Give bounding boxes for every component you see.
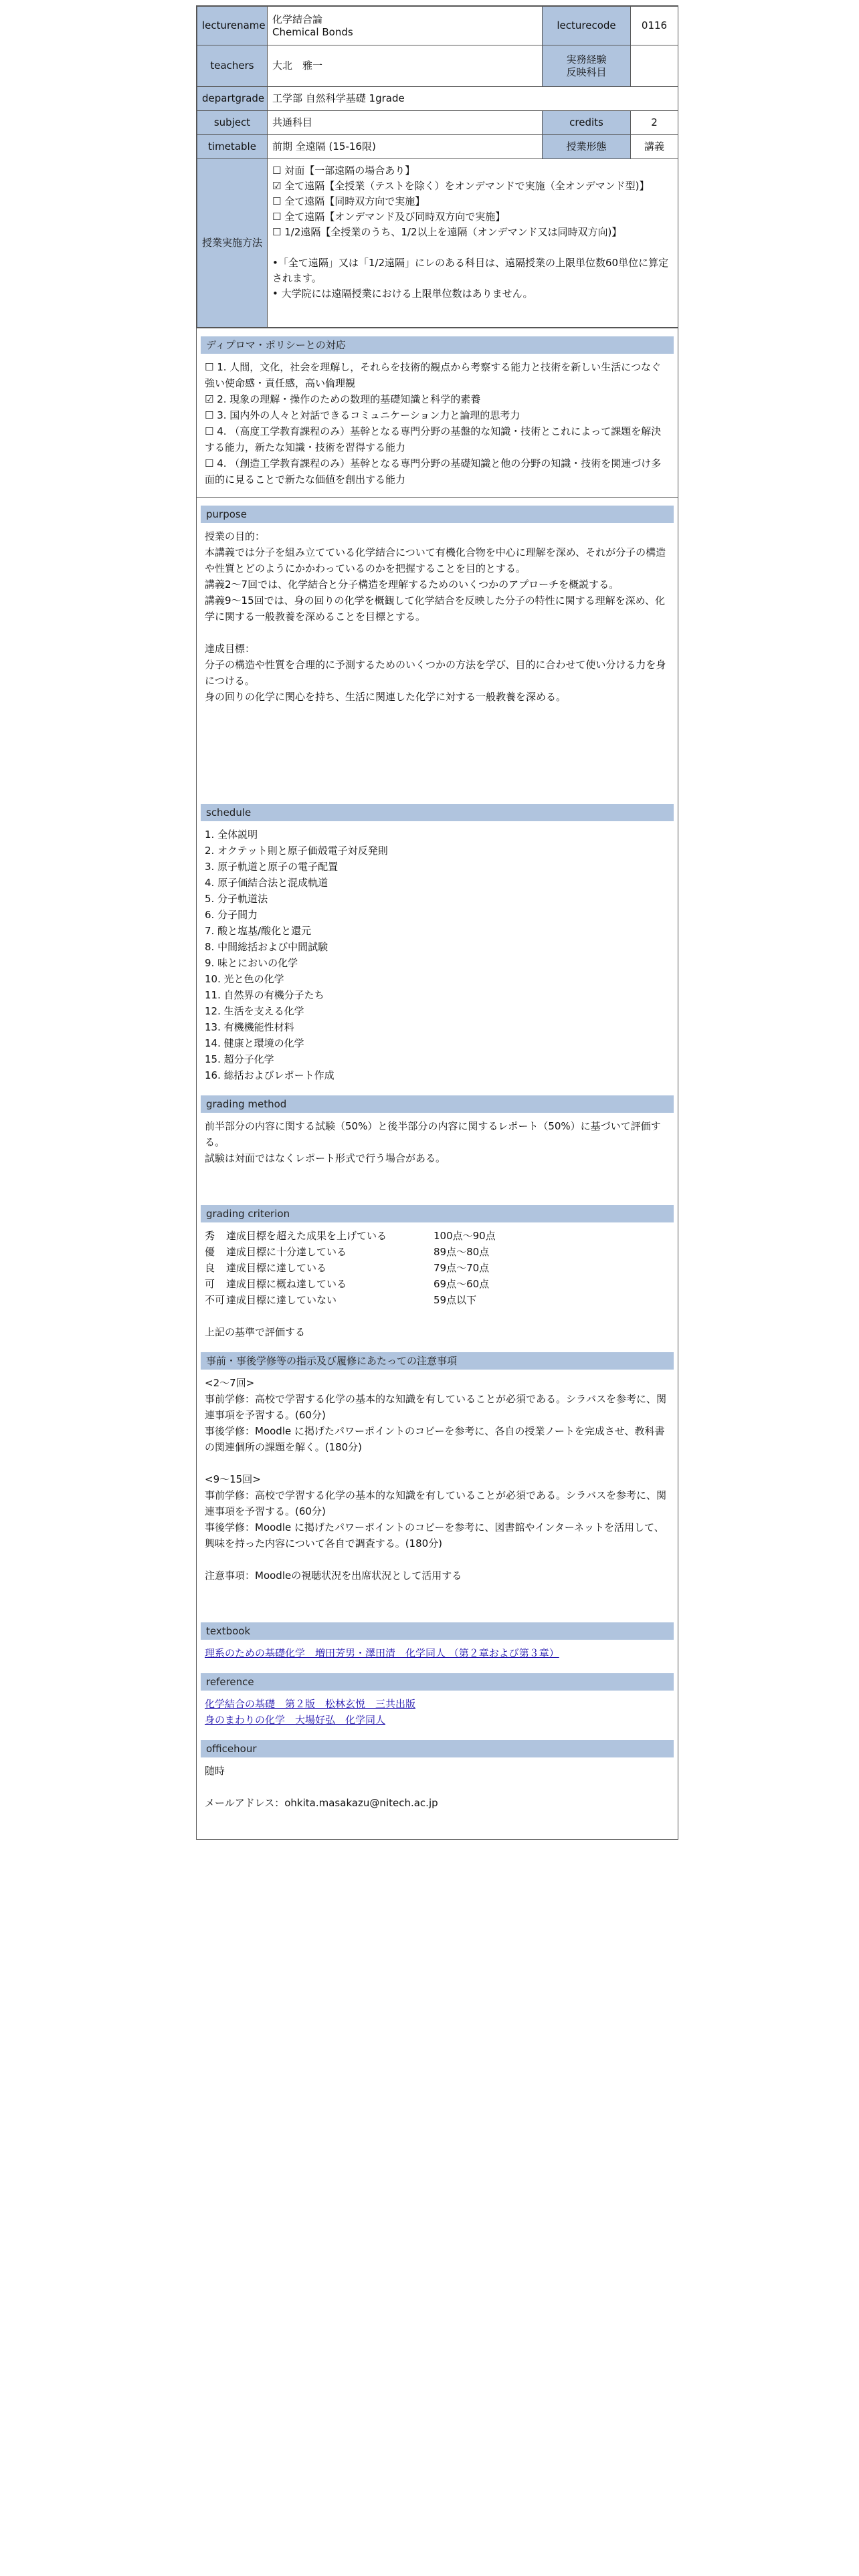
reference-link[interactable]: 身のまわりの化学 大場好弘 化学同人 — [205, 1714, 386, 1726]
notes-title: 事前・事後学修等の指示及び履修にあたっての注意事項 — [201, 1352, 674, 1370]
diploma-item: ☐ 3. 国内外の人々と対話できるコミュニケーション力と論理的思考力 — [205, 409, 520, 421]
schedule-item: 1. 全体説明 — [205, 829, 258, 841]
grading-criterion-title: grading criterion — [201, 1205, 674, 1222]
purpose-line: 講義9〜15回では、身の回りの化学を概観して化学結合を反映した分子の特性に関する理解を深め、化学に関する一般教養を深めることを目標とする。 — [205, 595, 666, 623]
method-option-3: ☐ 全て遠隔【同時双方向で実施】 — [272, 195, 425, 207]
class-form-label: 授業形態 — [543, 135, 631, 159]
purpose-body — [201, 523, 674, 792]
notes-body — [201, 1370, 674, 1610]
textbook-link[interactable]: 理系のための基礎化学 増田芳男・澤田清 化学同人 （第２章および第３章） — [205, 1647, 559, 1659]
criterion-row — [205, 1260, 670, 1276]
notes-line: 事後学修：Moodle に掲げたパワーポイントのコピーを参考に、図書館やインターネットを活用して、興味を持った内容について各自で調査する。(180分) — [205, 1521, 664, 1549]
schedule-item: 9. 味とにおいの化学 — [205, 957, 298, 969]
textbook-body — [201, 1640, 674, 1661]
notes-caution: 注意事項：Moodleの視聴状況を出席状況として活用する — [205, 1570, 462, 1582]
lecture-name-ja: 化学結合論 — [272, 13, 323, 25]
lecture-name — [268, 7, 543, 45]
schedule-item: 8. 中間総括および中間試験 — [205, 941, 328, 953]
notes-line: 事前学修：高校で学習する化学の基本的な知識を有していることが必須である。シラバスを参考に、関連事項を予習する。(60分) — [205, 1393, 667, 1421]
officehour-body — [201, 1757, 674, 1835]
criterion-grade: 秀 — [205, 1230, 215, 1242]
method-label: 授業実施方法 — [197, 159, 268, 328]
criterion-row — [205, 1228, 670, 1244]
reference-section — [197, 1673, 678, 1732]
schedule-section — [197, 804, 678, 1087]
grading-criterion-table — [201, 1222, 674, 1340]
grading-method-line: 前半部分の内容に関する試験（50%）と後半部分の内容に関するレポート（50%）に基づいて評価する。 — [205, 1120, 661, 1148]
schedule-item: 11. 自然界の有機分子たち — [205, 989, 324, 1001]
schedule-item: 5. 分子軌道法 — [205, 893, 268, 905]
criterion-range: 79点〜70点 — [434, 1262, 490, 1274]
schedule-list — [201, 821, 674, 1083]
goal-line: 身の回りの化学に関心を持ち、生活に関連した化学に対する一般教養を深める。 — [205, 691, 567, 703]
diploma-item: ☑ 2. 現象の理解・操作のための数理的基礎知識と科学的素養 — [205, 393, 481, 405]
schedule-item: 16. 総括およびレポート作成 — [205, 1069, 335, 1081]
practical-experience-value — [631, 45, 678, 87]
credits-value: 2 — [631, 111, 678, 135]
criterion-desc: 達成目標を超えた成果を上げている — [226, 1230, 387, 1242]
goal-line: 達成目標： — [205, 643, 256, 655]
criterion-row — [205, 1244, 670, 1260]
method-option-5: ☐ 1/2遠隔【全授業のうち、1/2以上を遠隔（オンデマンド又は同時双方向)】 — [272, 226, 622, 238]
notes-line: <2〜7回> — [205, 1377, 255, 1389]
grading-method-section — [197, 1095, 678, 1197]
reference-link[interactable]: 化学結合の基礎 第２版 松林玄悦 三共出版 — [205, 1698, 416, 1710]
officehour-line: 随時 — [205, 1765, 225, 1777]
timetable-label: timetable — [197, 135, 268, 159]
diploma-item: ☐ 4. （高度工学教育課程のみ）基幹となる専門分野の基盤的な知識・技術とこれによって課題を解決する能力，新たな知識・技術を習得する能力 — [205, 425, 662, 453]
textbook-section — [197, 1622, 678, 1665]
subject-value: 共通科目 — [268, 111, 543, 135]
teacher-name: 大北 雅一 — [268, 45, 543, 87]
lecture-code: 0116 — [631, 7, 678, 45]
grading-method-line: 試験は対面ではなくレポート形式で行う場合がある。 — [205, 1152, 446, 1164]
criterion-desc: 達成目標に達している — [226, 1262, 327, 1274]
grading-criterion-section — [197, 1205, 678, 1344]
schedule-item: 6. 分子間力 — [205, 909, 258, 921]
officehour-section — [197, 1740, 678, 1839]
schedule-item: 3. 原子軌道と原子の電子配置 — [205, 861, 339, 873]
criterion-range: 89点〜80点 — [434, 1246, 490, 1258]
textbook-title: textbook — [201, 1622, 674, 1640]
schedule-item: 4. 原子価結合法と混成軌道 — [205, 877, 328, 889]
credits-label: credits — [543, 111, 631, 135]
teachers-label: teachers — [197, 45, 268, 87]
diploma-section — [197, 328, 678, 492]
criterion-desc: 達成目標に達していない — [226, 1294, 337, 1306]
schedule-item: 13. 有機機能性材料 — [205, 1021, 294, 1033]
lecture-meta-table — [197, 6, 678, 328]
criterion-note: 上記の基準で評価する — [205, 1326, 306, 1338]
grading-method-title: grading method — [201, 1095, 674, 1113]
method-options — [268, 159, 678, 328]
reference-title: reference — [201, 1673, 674, 1691]
criterion-grade: 不可 — [205, 1294, 225, 1306]
notes-line: <9〜15回> — [205, 1473, 261, 1485]
notes-line: 事前学修：高校で学習する化学の基本的な知識を有していることが必須である。シラバスを参考に、関連事項を予習する。(60分) — [205, 1489, 667, 1517]
purpose-section — [197, 497, 678, 796]
diploma-items — [201, 354, 674, 488]
lecturecode-label: lecturecode — [543, 7, 631, 45]
schedule-item: 15. 超分子化学 — [205, 1053, 274, 1065]
practical-label-line2: 反映科目 — [566, 66, 607, 78]
diploma-title: ディプロマ・ポリシーとの対応 — [201, 336, 674, 354]
criterion-grade: 可 — [205, 1278, 215, 1290]
criterion-row — [205, 1276, 670, 1292]
goal-line: 分子の構造や性質を合理的に予測するためのいくつかの方法を学び、目的に合わせて使い分ける力を身につける。 — [205, 659, 666, 687]
purpose-title: purpose — [201, 506, 674, 523]
timetable-value: 前期 全遠隔 (15-16限) — [268, 135, 543, 159]
diploma-item: ☐ 1. 人間，文化，社会を理解し，それらを技術的観点から考察する能力と技術を新しい生活につなぐ強い使命感・責任感，高い倫理観 — [205, 361, 661, 389]
criterion-desc: 達成目標に概ね達している — [226, 1278, 347, 1290]
criterion-desc: 達成目標に十分達している — [226, 1246, 347, 1258]
method-option-4: ☐ 全て遠隔【オンデマンド及び同時双方向で実施】 — [272, 211, 506, 223]
purpose-line: 講義2〜7回では、化学結合と分子構造を理解するためのいくつかのアプローチを概説する。 — [205, 578, 619, 591]
criterion-grade: 良 — [205, 1262, 215, 1274]
criterion-range: 100点〜90点 — [434, 1230, 496, 1242]
lecturename-label: lecturename — [197, 7, 268, 45]
method-option-1: ☐ 対面【一部遠隔の場合あり】 — [272, 165, 415, 177]
notes-line: 事後学修：Moodle に掲げたパワーポイントのコピーを参考に、各自の授業ノートを完成させ、教科書の関連個所の課題を解く。(180分) — [205, 1425, 665, 1453]
officehour-email: メールアドレス：ohkita.masakazu@nitech.ac.jp — [205, 1797, 438, 1809]
practical-label-line1: 実務経験 — [566, 53, 607, 66]
method-note-2: • 大学院には遠隔授業における上限単位数はありません。 — [272, 288, 533, 300]
notes-section — [197, 1352, 678, 1614]
schedule-item: 12. 生活を支える化学 — [205, 1005, 304, 1017]
criterion-range: 69点〜60点 — [434, 1278, 490, 1290]
method-option-2: ☑ 全て遠隔【全授業（テストを除く）をオンデマンドで実施（全オンデマンド型)】 — [272, 180, 650, 192]
schedule-item: 7. 酸と塩基/酸化と還元 — [205, 925, 312, 937]
practical-experience-label — [543, 45, 631, 87]
schedule-item: 2. オクテット則と原子価殻電子対反発則 — [205, 845, 388, 857]
departgrade-label: departgrade — [197, 87, 268, 111]
criterion-grade: 優 — [205, 1246, 215, 1258]
purpose-line: 本講義では分子を組み立てている化学結合について有機化合物を中心に理解を深め、それが分子の構造や性質とどのようにかかわっているのかを把握することを目的とする。 — [205, 546, 666, 574]
reference-body — [201, 1691, 674, 1728]
method-note-1: •「全て遠隔」又は「1/2遠隔」にレのある科目は、遠隔授業の上限単位数60単位に算定されます。 — [272, 257, 669, 284]
officehour-title: officehour — [201, 1740, 674, 1757]
schedule-title: schedule — [201, 804, 674, 821]
diploma-item: ☐ 4. （創造工学教育課程のみ）基幹となる専門分野の基礎知識と他の分野の知識・技術を関連づけ多面的に見ることで新たな価値を創出する能力 — [205, 457, 662, 486]
departgrade-value: 工学部 自然科学基礎 1grade — [268, 87, 678, 111]
criterion-range: 59点以下 — [434, 1294, 477, 1306]
schedule-item: 14. 健康と環境の化学 — [205, 1037, 304, 1049]
lecture-name-en: Chemical Bonds — [272, 25, 353, 38]
grading-method-body — [201, 1113, 674, 1193]
subject-label: subject — [197, 111, 268, 135]
purpose-line: 授業の目的： — [205, 530, 266, 542]
syllabus-page — [196, 5, 678, 1840]
class-form-value: 講義 — [631, 135, 678, 159]
schedule-item: 10. 光と色の化学 — [205, 973, 284, 985]
criterion-row — [205, 1292, 670, 1308]
